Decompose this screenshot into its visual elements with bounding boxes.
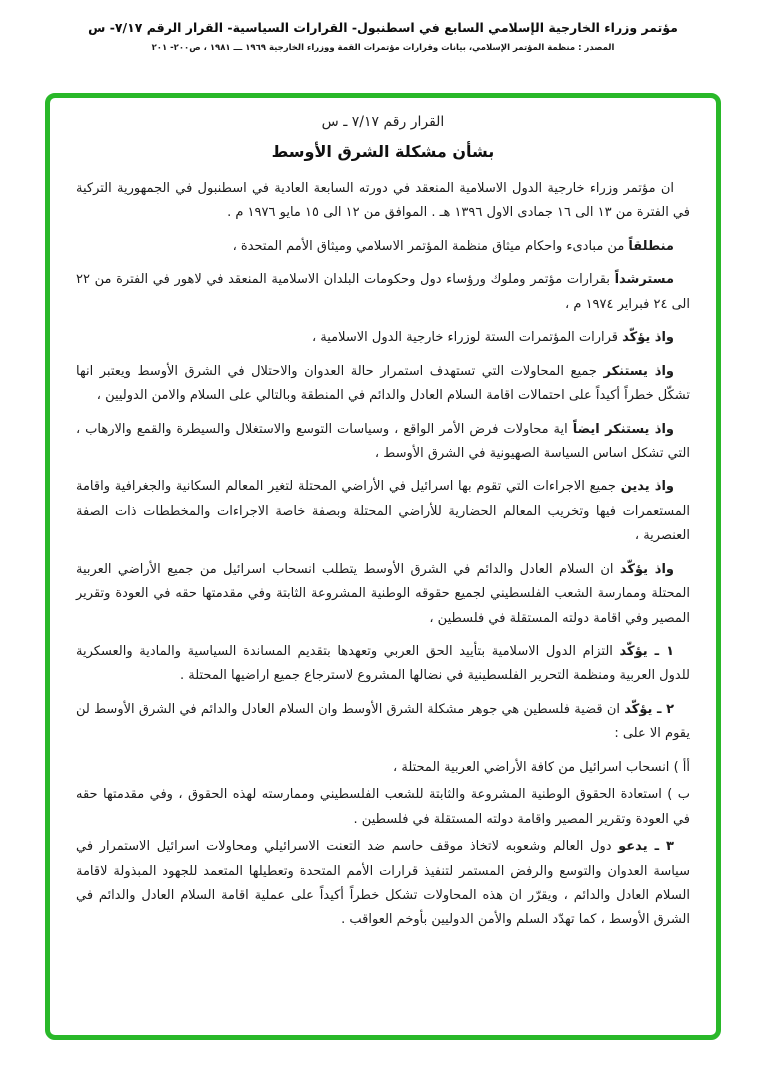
paragraph-text: ان مؤتمر وزراء خارجية الدول الاسلامية المنعقد في دورته السابعة العادية في اسطنبول في الجمهورية التركية في الفترة من ١٣ الى ١٦ جمادى الاول ١٣٩٦ هـ . الموافق من ١٢ الى ١٥ مايو ١٩٧٦ م . <box>76 181 690 221</box>
paragraph-lead: ٣ ـ يدعو <box>618 839 674 855</box>
paragraph-item-2 <box>76 698 690 747</box>
header-title: مؤتمر وزراء الخارجية الإسلامي السابع في اسطنبول- القرارات السياسية- القرار الرقم ٧/١٧- س <box>88 20 678 35</box>
paragraph-text: ان السلام العادل والدائم في الشرق الأوسط يتطلب انسحاب اسرائيل من جميع الأراضي العربية المحتلة وممارسة الشعب الفلسطيني لجميع حقوقه الوطنية المشروعة الثابتة وفي مقدمتها حقه في العودة وتقرير المصير وفي اقامة دولته المستقلة في فلسطين ، <box>76 561 690 626</box>
paragraph-text: جميع المحاولات التي تستهدف استمرار حالة العدوان والاحتلال في الشرق الأوسط ويعتبر انها تشكّل خطراً أكيداً على احتمالات اقامة السلام العادل والدائم في المنطقة وبالتالي على السلام والامن الدوليين ، <box>76 363 690 404</box>
paragraph-item-3 <box>76 835 690 933</box>
paragraph-lead: أأ ) <box>673 759 690 775</box>
paragraph-text: بقرارات مؤتمر وملوك ورؤساء دول وحكومات البلدان الاسلامية المنعقد في لاهور في الفترة من ٢٢ الى ٢٤ فبراير ١٩٧٤ م ، <box>76 272 690 312</box>
paragraph-clause <box>76 235 690 259</box>
paragraph-clause <box>76 360 690 409</box>
paragraph-lead: ب ) <box>667 787 690 803</box>
paragraph-item-1 <box>76 640 690 689</box>
paragraph-lead: واذ يؤكّد <box>622 330 674 346</box>
paragraph-lead: مسترشداً <box>614 272 674 288</box>
paragraph-text: قرارات المؤتمرات الستة لوزراء خارجية الدول الاسلامية ، <box>311 330 623 346</box>
resolution-subject: بشأن مشكلة الشرق الأوسط <box>271 142 495 161</box>
paragraph-preamble <box>76 177 690 226</box>
paragraph-clause <box>76 418 690 467</box>
document-frame <box>45 93 721 1040</box>
paragraph-lead: ٢ ـ يؤكّد <box>624 701 674 717</box>
paragraph-text: اية محاولات فرض الأمر الواقع ، وسياسات التوسع والاستغلال والسيطرة والقمع والارهاب ، التي تشكل اساس السياسة الصهيونية في الشرق الأوسط ، <box>76 421 690 461</box>
header-source: المصدر : منظمة المؤتمر الإسلامي، بيانات وقرارات مؤتمرات القمة ووزراء الخارجية ١٩٦٩ ـــ ١٩٨١ ، ص٢٠٠- ٢٠١ <box>151 43 615 53</box>
paragraph-lead: واذ يؤكّد <box>619 561 674 577</box>
paragraph-lead: واذ يدين <box>620 479 674 495</box>
paragraph-text: استعادة الحقوق الوطنية المشروعة والثابتة للشعب الفلسطيني وممارسته لهذه الحقوق ، وفي مقدمتها حقه في العودة وتقرير المصير واقامة دولته المستقلة في فلسطين . <box>76 787 690 827</box>
paragraph-text: التزام الدول الاسلامية بتأييد الحق العربي وتعهدها بتقديم المساندة السياسية والمادية والعسكرية للدول العربية ومنظمة التحرير الفلسطينية في نضالها المشروع لاسترجاع جميع اراضيها المحتلة . <box>76 644 690 684</box>
paragraph-text: دول العالم وشعوبه لاتخاذ موقف حاسم ضد التعنت الاسرائيلي ومحاولات اسرائيل الاستمرار في سياسة العدوان والتوسع والرفض المستمر لتنفيذ قرارات الأمم المتحدة وتعطيلها المتعمد للجهود المبذولة لاقامة السلام العادل والدائم ، ويقرّر ان هذه المحاولات تشكل خطراً أكيداً على عملية اقامة السلام العادل والدائم في الشرق الأوسط ، كما تهدّد السلم والأمن الدوليين بأوخم العواقب . <box>76 839 690 928</box>
paragraph-lead: واذ يستنكر <box>603 363 674 379</box>
paragraph-clause <box>76 558 690 631</box>
paragraph-text: انسحاب اسرائيل من كافة الأراضي العربية المحتلة ، <box>393 759 674 775</box>
paragraph-clause <box>76 326 690 350</box>
paragraph-subitem-a <box>76 756 690 780</box>
document-header <box>0 0 766 53</box>
paragraph-lead: منطلقاً <box>628 238 674 254</box>
paragraph-clause <box>76 475 690 548</box>
paragraph-lead: ١ ـ يؤكّد <box>619 644 674 659</box>
paragraph-text: من مبادىء واحكام ميثاق منظمة المؤتمر الاسلامي وميثاق الأمم المتحدة ، <box>232 238 629 254</box>
paragraph-lead: واذ يستنكر ايضاً <box>572 421 674 437</box>
resolution-number: القرار رقم ٧/١٧ ـ س <box>321 114 445 130</box>
paragraph-clause <box>76 268 690 317</box>
document-body <box>76 114 690 933</box>
paragraph-subitem-b <box>76 783 690 832</box>
paragraph-text: جميع الاجراءات التي تقوم بها اسرائيل في الأراضي المحتلة لتغير المعالم السكانية والجغرافية واقامة المستعمرات فيها وتخريب المعالم الحضارية للأراضي المحتلة وبصفة خاصة الاجراءات والمخططات ذات الصفة العنصرية ، <box>76 479 690 544</box>
paragraph-text: ان قضية فلسطين هي جوهر مشكلة الشرق الأوسط وان السلام العادل والدائم في الشرق الأوسط لن يقوم الا على : <box>76 701 690 742</box>
